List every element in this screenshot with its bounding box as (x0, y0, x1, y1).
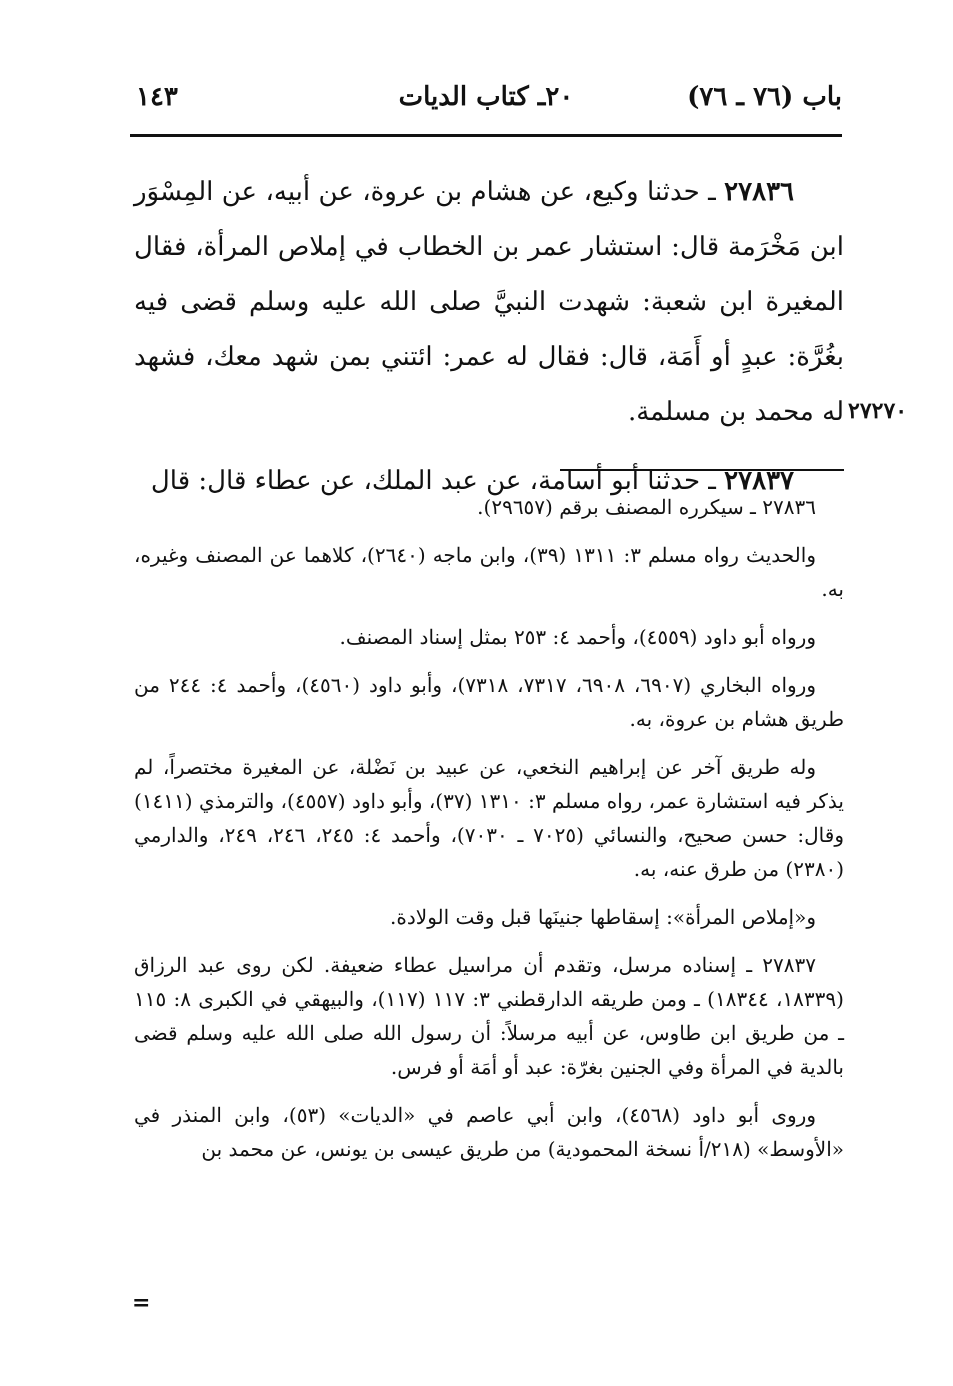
hadith-27836 (134, 165, 844, 440)
footnote-paragraph: ٢٧٨٣٦ ـ سيكرره المصنف برقم (٢٩٦٥٧). (477, 495, 816, 519)
chapter-reference: باب (٧٦ ـ ٧٦) (687, 82, 842, 112)
footnote-paragraph: وروى أبو داود (٤٥٦٨)، وابن أبي عاصم في «الديات» (٥٣)، وابن المنذر في «الأوسط» (٢١٨/أ نسخة المحمودية) من طريق عيسى بن يونس، عن محمد بن (134, 1103, 844, 1161)
margin-reference-number: ٢٧٢٧٠ (848, 398, 908, 424)
footnote-paragraph: و«إملاص المرأة»: إسقاطها جنينَها قبل وقت الولادة. (390, 905, 816, 929)
hadith-number: ٢٧٨٣٧ (724, 466, 794, 496)
footnote-divider (560, 469, 844, 471)
footnote-paragraph: ورواه البخاري (٦٩٠٧، ٦٩٠٨، ٧٣١٧، ٧٣١٨)، وأبو داود (٤٥٦٠)، وأحمد ٤: ٢٤٤ من طريق هشام بن عروة، به. (134, 673, 844, 731)
hadith-number: ٢٧٨٣٦ (724, 177, 794, 207)
main-text (134, 165, 844, 509)
footnote-paragraph: ورواه أبو داود (٤٥٥٩)، وأحمد ٤: ٢٥٣ بمثل إسناد المصنف. (339, 625, 816, 649)
book-title: ٢٠ـ كتاب الديات (398, 82, 574, 112)
footnote-paragraph: وله طريق آخر عن إبراهيم النخعي، عن عبيد بن نَضْلة، عن المغيرة مختصراً، لم يذكر فيه استشارة عمر، رواه مسلم ٣: ١٣١٠ (٣٧)، وأبو داود (٤٥٥٧)، والترمذي (١٤١١) وقال: حسن صحيح، والنسائي (٧٠٢٥ ـ ٧٠٣٠)، وأحمد ٤: ٢٤٥، ٢٤٦، ٢٤٩، والدارمي (٢٣٨٠) من طرق عنه، به. (134, 755, 844, 881)
hadith-body: ـ حدثنا وكيع، عن هشام بن عروة، عن أبيه، عن المِسْوَر ابن مَخْرَمة قال: استشار عمر بن الخطاب في إملاص المرأة، فقال المغيرة ابن شعبة: شهدت النبيَّ صلى الله عليه وسلم قضى فيه بغُرَّة: عبدٍ أو أَمَة، قال: فقال له عمر: ائتني بمن شهد معك، فشهد له محمد بن مسلمة. (134, 177, 844, 427)
footnote-paragraph: والحديث رواه مسلم ٣: ١٣١١ (٣٩)، وابن ماجه (٢٦٤٠)، كلاهما عن المصنف وغيره، به. (134, 543, 844, 601)
header-divider (130, 134, 842, 137)
page-header (130, 82, 842, 122)
continuation-mark: = (132, 1290, 151, 1316)
footnotes (134, 490, 844, 1180)
footnote-paragraph: ٢٧٨٣٧ ـ إسناده مرسل، وتقدم أن مراسيل عطاء ضعيفة. لكن روى عبد الرزاق (١٨٣٣٩، ١٨٣٤٤) ـ ومن طريقه الدارقطني ٣: ١١٧ (١١٧)، والبيهقي في الكبرى ٨: ١١٥ ـ من طريق ابن طاوس، عن أبيه مرسلاً: أن رسول الله صلى الله عليه وسلم قضى بالدية في المرأة وفي الجنين بغرّة: عبد أو أمَة أو فرس. (134, 953, 844, 1079)
page-number: ١٤٣ (136, 82, 178, 112)
hadith-body: ـ حدثنا أبو أسامة، عن عبد الملك، عن عطاء قال: قال (150, 466, 725, 496)
